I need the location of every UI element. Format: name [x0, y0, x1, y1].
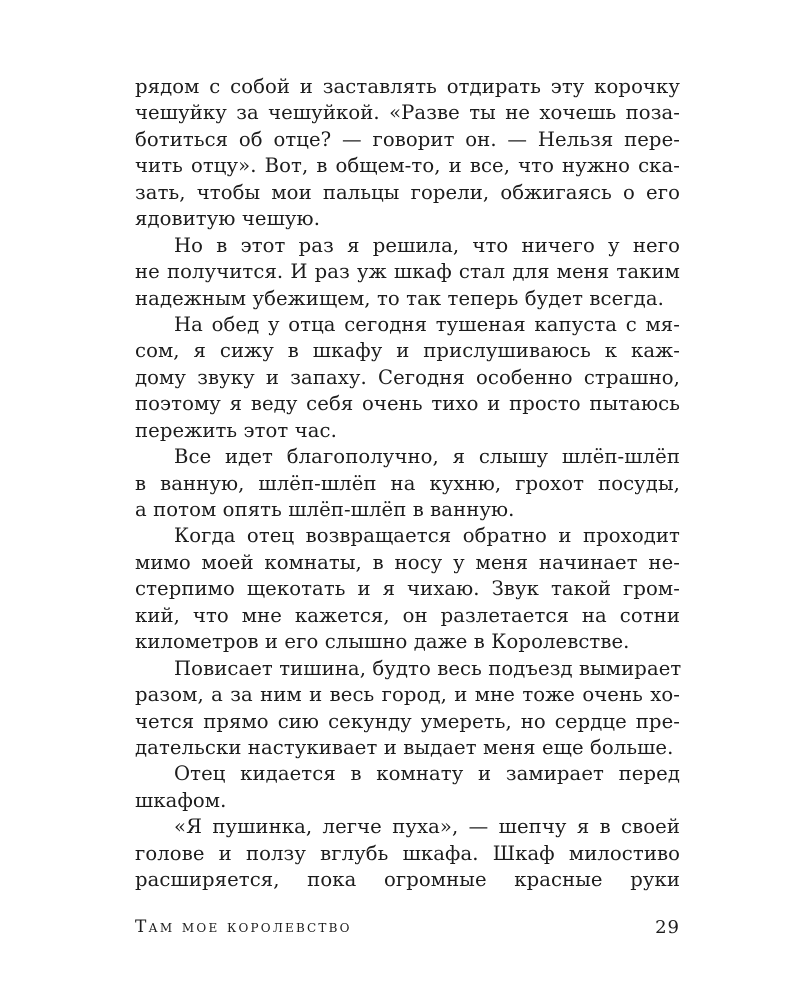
- text-line: стерпимо щекотать и я чихаю. Звук такой гром-: [135, 577, 680, 601]
- text-line: ботиться об отце? — говорит он. — Нельзя пере-: [135, 127, 680, 151]
- text-line: дательски настукивает и выдает меня еще больше.: [135, 735, 674, 759]
- text-line: километров и его слышно даже в Королевстве.: [135, 630, 630, 654]
- text-line: сом, я сижу в шкафу и прислушиваюсь к каж-: [135, 339, 680, 363]
- text-line: а потом опять шлёп-шлёп в ванную.: [135, 498, 515, 521]
- page-number: 29: [655, 917, 680, 938]
- text-line: На обед у отца сегодня тушеная капуста с мя-: [174, 312, 680, 336]
- text-line: зать, чтобы мои пальцы горели, обжигаясь о его: [135, 180, 680, 204]
- text-line: чется прямо сию секунду умереть, но сердце пре-: [135, 709, 680, 733]
- text-line: чешуйку за чешуйкой. «Разве ты не хочешь поза-: [135, 101, 680, 125]
- text-line: в ванную, шлёп-шлёп на кухню, грохот посуды,: [135, 471, 680, 495]
- text-line: Все идет благополучно, я слышу шлёп-шлёп: [174, 445, 680, 469]
- text-line: чить отцу». Вот, в общем-то, и все, что нужно ска-: [135, 154, 680, 178]
- text-line: надежным убежищем, то так теперь будет всегда.: [135, 286, 664, 310]
- text-line: не получится. И раз уж шкаф стал для меня таким: [135, 260, 680, 284]
- text-line: шкафом.: [135, 788, 227, 812]
- text-line: Когда отец возвращается обратно и проходит: [174, 524, 680, 548]
- text-line: пережить этот час.: [135, 418, 337, 442]
- text-line: Повисает тишина, будто весь подъезд вымирает: [174, 656, 682, 680]
- text-line: рядом с собой и заставлять отдирать эту корочку: [135, 75, 680, 98]
- text-line: расширяется, пока огромные красные руки: [135, 868, 680, 892]
- running-footer-title: Там мое королевство: [135, 917, 352, 937]
- text-line: ядовитую чешую.: [135, 207, 321, 231]
- text-line: поэтому я веду себя очень тихо и просто пытаюсь: [135, 392, 680, 416]
- text-line: голове и ползу вглубь шкафа. Шкаф милостиво: [135, 841, 680, 865]
- text-line: Но в этот раз я решила, что ничего у него: [174, 233, 680, 257]
- body-text: [135, 74, 680, 894]
- text-line: дому звуку и запаху. Сегодня особенно страшно,: [135, 365, 680, 389]
- text-line: Отец кидается в комнату и замирает перед: [174, 762, 680, 786]
- text-line: разом, а за ним и весь город, и мне тоже очень хо-: [135, 683, 680, 707]
- text-line: мимо моей комнаты, в носу у меня начинает не-: [135, 550, 680, 574]
- text-line: «Я пушинка, легче пуха», — шепчу я в своей: [174, 815, 680, 839]
- text-line: кий, что мне кажется, он разлетается на сотни: [135, 603, 680, 627]
